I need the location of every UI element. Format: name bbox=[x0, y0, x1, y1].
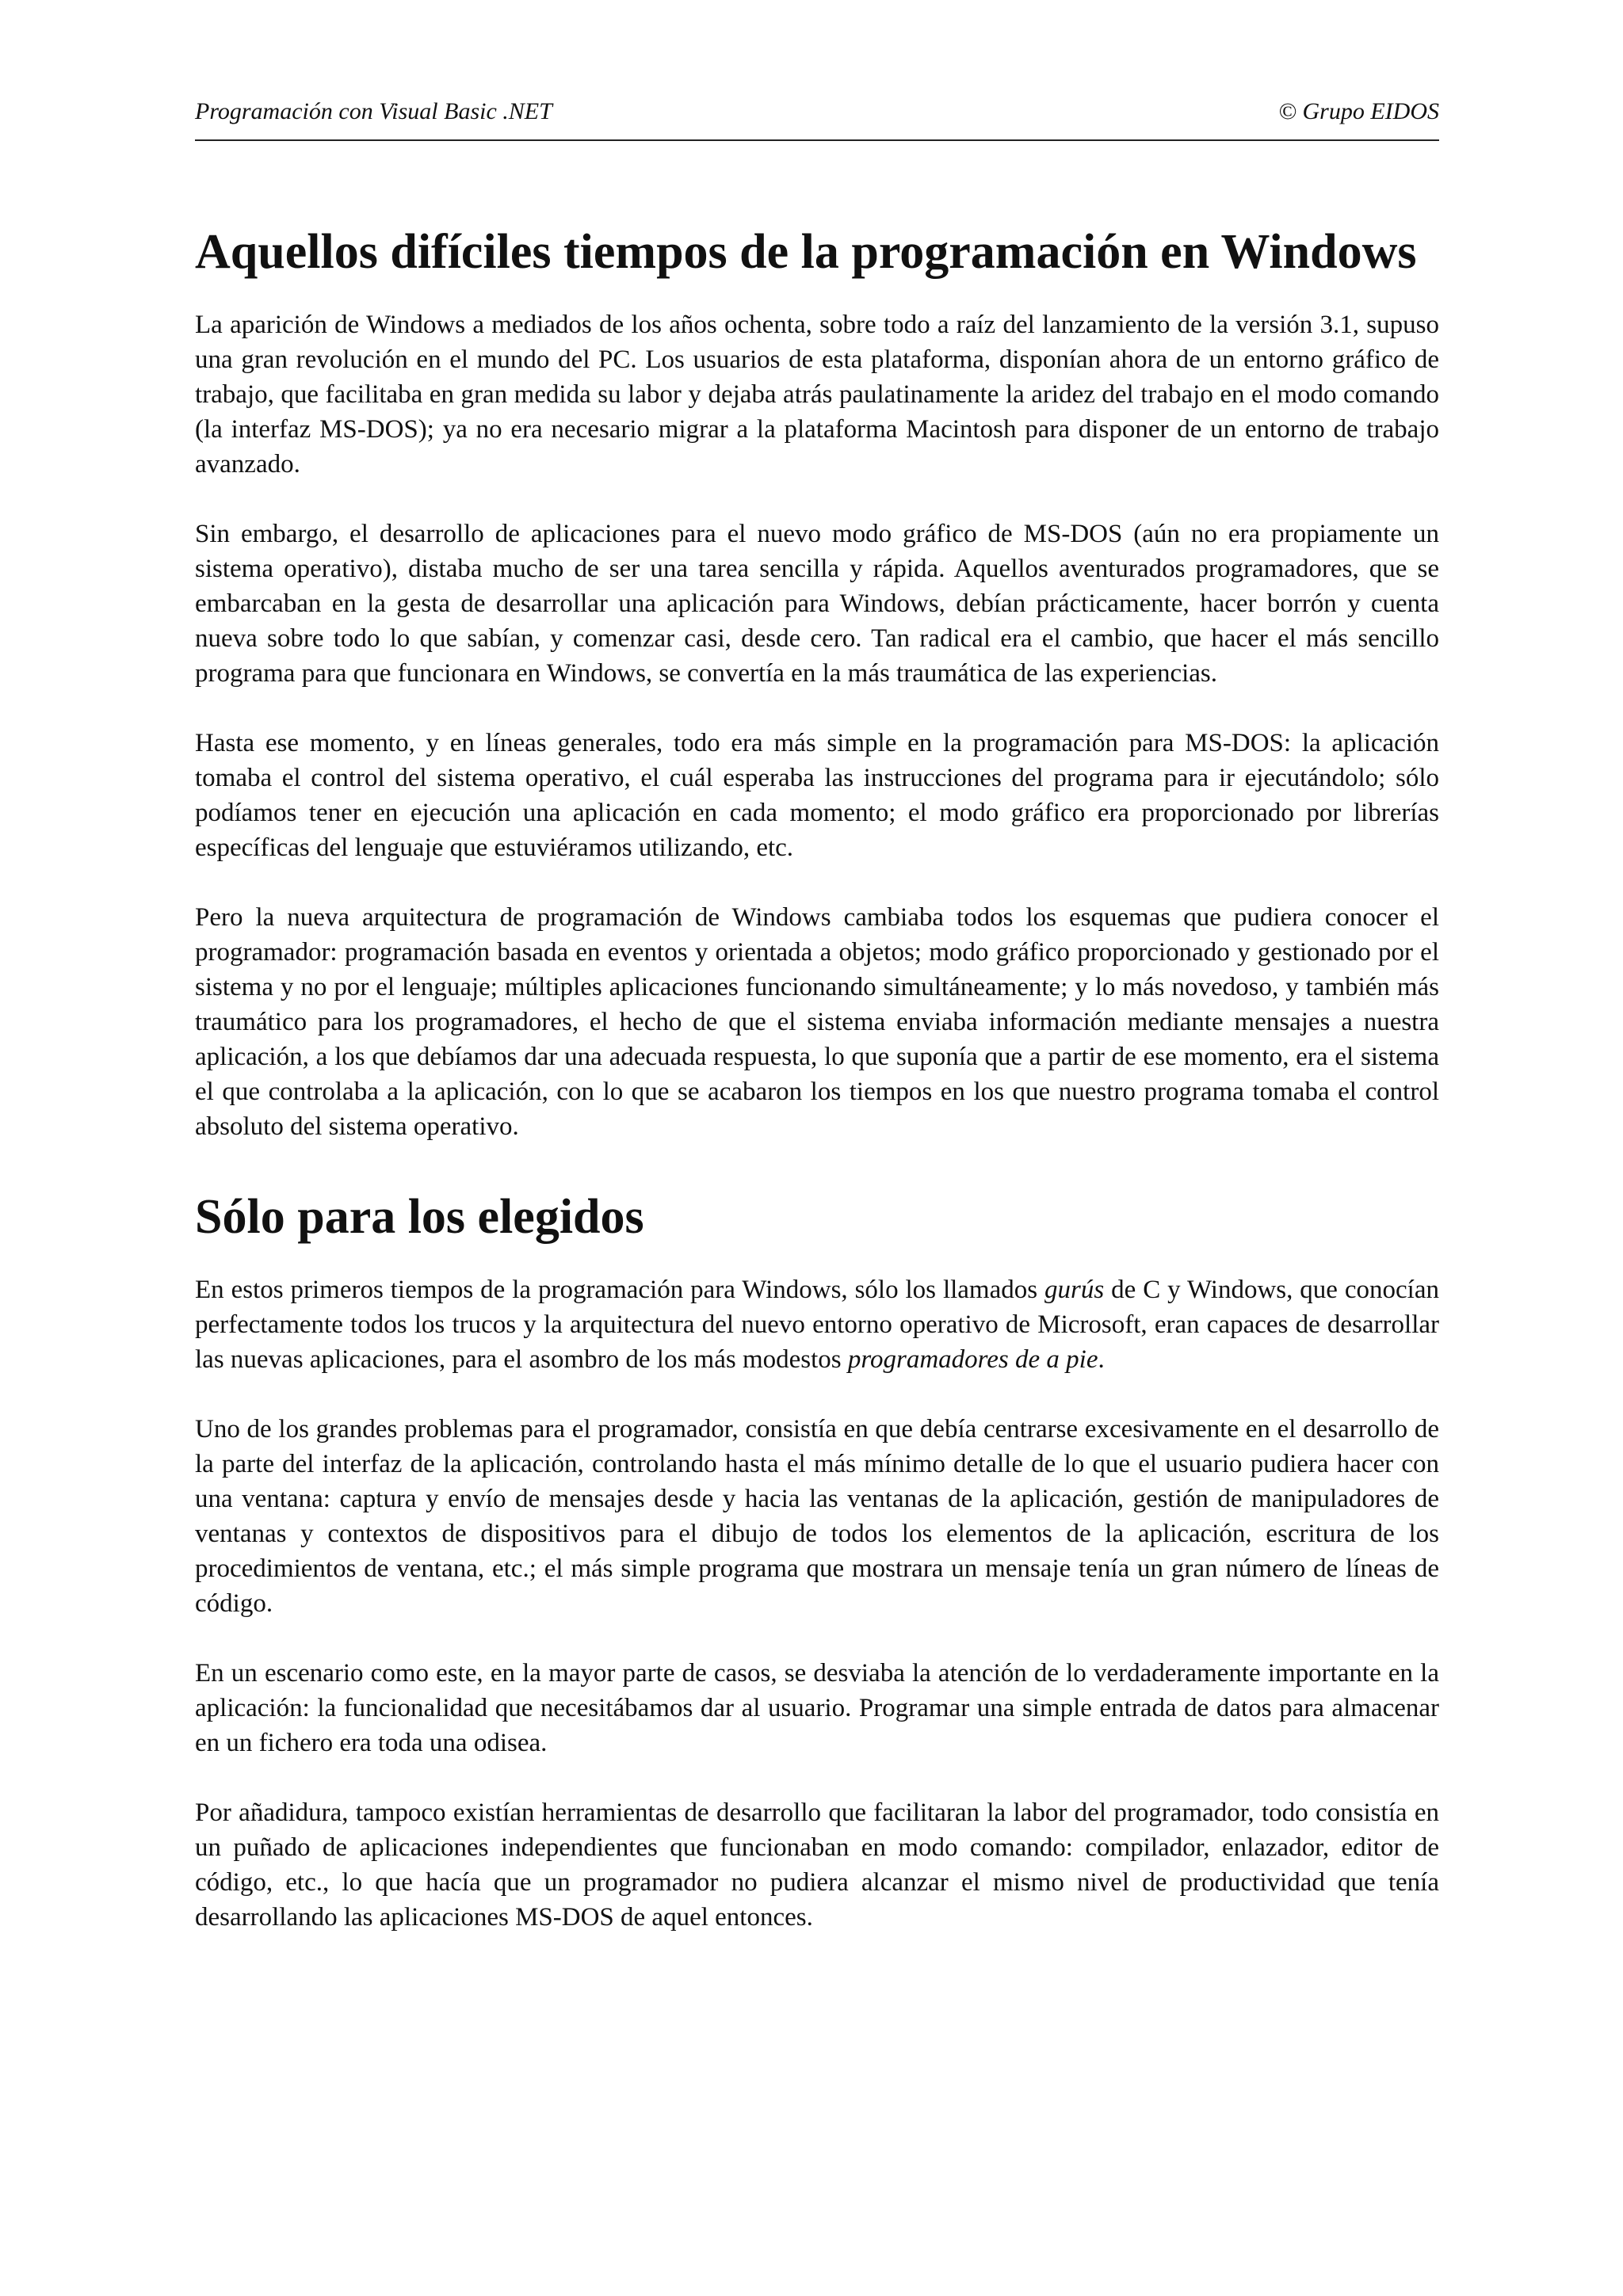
header-book-title: Programación con Visual Basic .NET bbox=[195, 98, 552, 124]
paragraph-text: En estos primeros tiempos de la programación para Windows, sólo los llamados bbox=[195, 1276, 1045, 1304]
paragraph: Por añadidura, tampoco existían herramientas de desarrollo que facilitaran la labor del programador, todo consistía en un puñado de aplicaciones independientes que funcionaban en modo comando: compilador, enlazador, editor de código, etc., lo que hacía que un programador no pudiera alcanzar el mismo nivel de productividad que tenía desarrollando las aplicaciones MS-DOS de aquel entonces. bbox=[195, 1798, 1439, 1932]
page-content bbox=[195, 220, 1439, 1935]
paragraph: Hasta ese momento, y en líneas generales, todo era más simple en la programación para MS-DOS: la aplicación tomaba el control del sistema operativo, el cuál esperaba las instrucciones del programa para ir ejecutándolo; sólo podíamos tener en ejecución una aplicación en cada momento; el modo gráfico era proporcionado por librerías específicas del lenguaje que estuviéramos utilizando, etc. bbox=[195, 729, 1439, 862]
paragraph: Pero la nueva arquitectura de programación de Windows cambiaba todos los esquemas que pudiera conocer el programador: programación basada en eventos y orientada a objetos; modo gráfico proporcionado y gestionado por el sistema y no por el lenguaje; múltiples aplicaciones funcionando simultáneamente; y lo más novedoso, y también más traumático para los programadores, el hecho de que el sistema enviaba información mediante mensajes a nuestra aplicación, a los que debíamos dar una adecuada respuesta, lo que suponía que a partir de ese momento, era el sistema el que controlaba a la aplicación, con lo que se acabaron los tiempos en los que nuestro programa tomaba el control absoluto del sistema operativo. bbox=[195, 903, 1439, 1141]
header-publisher: © Grupo EIDOS bbox=[1278, 98, 1439, 124]
paragraph-text: de C y Windows, que conocían perfectamente todos los trucos y la arquitectura del nuevo entorno operativo de Microsoft, eran capaces de desarrollar las nuevas aplicaciones, para el asombro de los más modestos bbox=[195, 1276, 1439, 1374]
paragraph: La aparición de Windows a mediados de los años ochenta, sobre todo a raíz del lanzamiento de la versión 3.1, supuso una gran revolución en el mundo del PC. Los usuarios de esta plataforma, disponían ahora de un entorno gráfico de trabajo, que facilitaba en gran medida su labor y dejaba atrás paulatinamente la aridez del trabajo en el modo comando (la interfaz MS-DOS); ya no era necesario migrar a la plataforma Macintosh para disponer de un entorno de trabajo avanzado. bbox=[195, 311, 1439, 479]
section-heading-windows-programming: Aquellos difíciles tiempos de la programación en Windows bbox=[195, 225, 1417, 279]
section-heading-only-chosen: Sólo para los elegidos bbox=[195, 1190, 644, 1244]
italic-term-gurus: gurús bbox=[1044, 1276, 1105, 1304]
paragraph: Uno de los grandes problemas para el programador, consistía en que debía centrarse excesivamente en el desarrollo de la parte del interfaz de la aplicación, controlando hasta el más mínimo detalle de lo que el usuario pudiera hacer con una ventana: captura y envío de mensajes desde y hacia las ventanas de la aplicación, gestión de manipuladores de ventanas y contextos de dispositivos para el dibujo de todos los elementos de la aplicación, escritura de los procedimientos de ventana, etc.; el más simple programa que mostrara un mensaje tenía un gran número de líneas de código. bbox=[195, 1415, 1439, 1618]
paragraph bbox=[195, 1272, 1439, 1377]
paragraph: En un escenario como este, en la mayor parte de casos, se desviaba la atención de lo verdaderamente importante en la aplicación: la funcionalidad que necesitábamos dar al usuario. Programar una simple entrada de datos para almacenar en un fichero era toda una odisea. bbox=[195, 1659, 1439, 1757]
italic-term-programadores: programadores de a pie bbox=[847, 1345, 1098, 1374]
paragraph: Sin embargo, el desarrollo de aplicaciones para el nuevo modo gráfico de MS-DOS (aún no era propiamente un sistema operativo), distaba mucho de ser una tarea sencilla y rápida. Aquellos aventurados programadores, que se embarcaban en la gesta de desarrollar una aplicación para Windows, debían prácticamente, hacer borrón y cuenta nueva sobre todo lo que sabían, y comenzar casi, desde cero. Tan radical era el cambio, que hacer el más sencillo programa para que funcionara en Windows, se convertía en la más traumática de las experiencias. bbox=[195, 520, 1439, 688]
running-header bbox=[195, 97, 1439, 141]
paragraph-text: . bbox=[1098, 1345, 1105, 1374]
